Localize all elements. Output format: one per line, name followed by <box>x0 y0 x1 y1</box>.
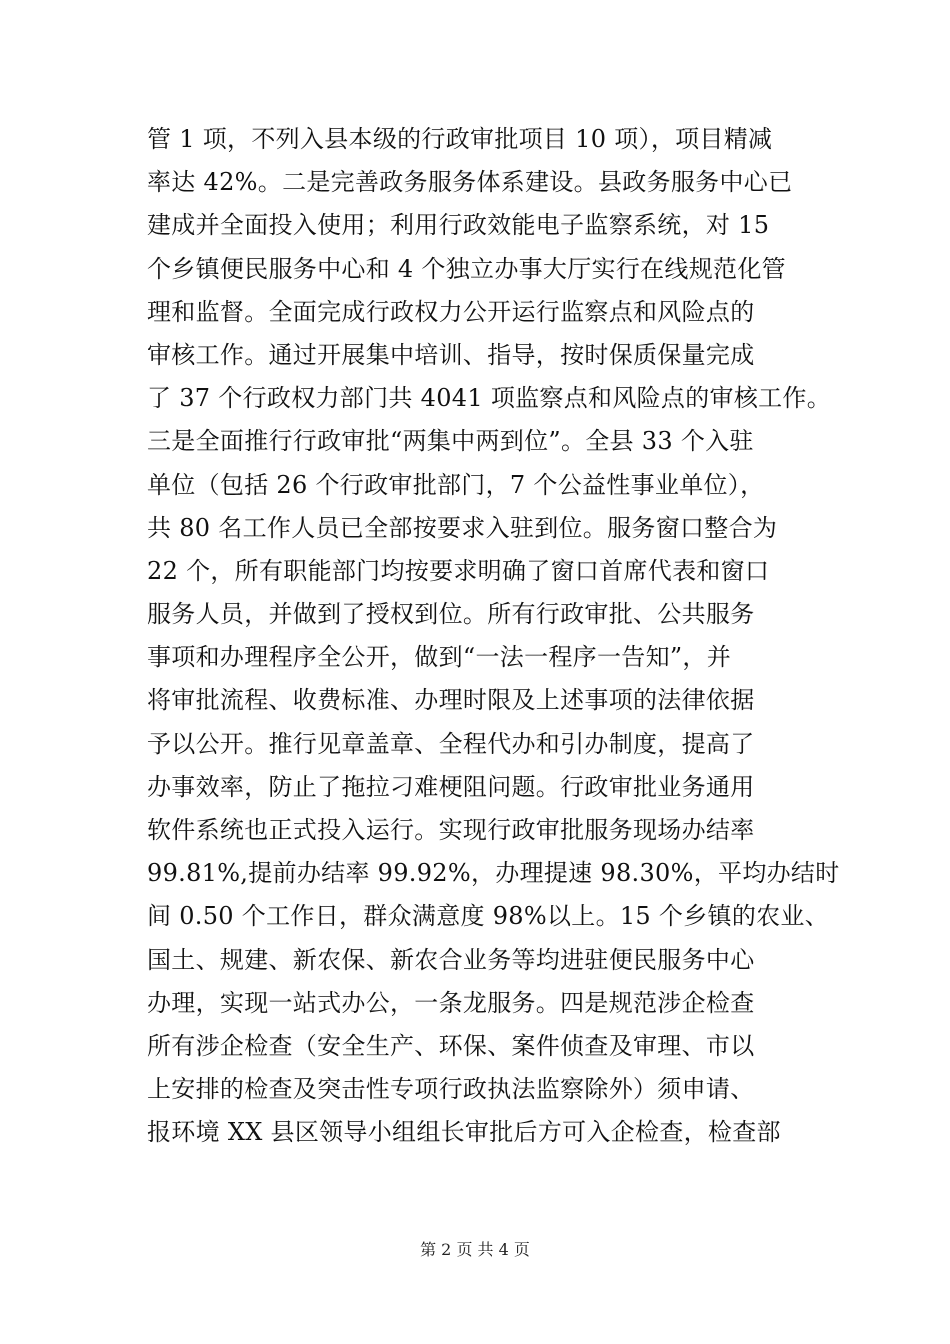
page-footer <box>0 1238 950 1262</box>
text-line: 了 37 个行政权力部门共 4041 项监察点和风险点的审核工作。 <box>147 384 832 413</box>
text-line: 理和监督。全面完成行政权力公开运行监察点和风险点的 <box>147 297 755 326</box>
text-line: 审核工作。通过开展集中培训、指导，按时保质保量完成 <box>147 340 755 369</box>
text-line: 共 80 名工作人员已全部按要求入驻到位。服务窗口整合为 <box>147 513 778 542</box>
text-line: 个乡镇便民服务中心和 4 个独立办事大厅实行在线规范化管 <box>147 254 786 283</box>
text-line: 国土、规建、新农保、新农合业务等均进驻便民服务中心 <box>147 945 755 974</box>
text-line: 率达 42%。二是完善政务服务体系建设。县政务服务中心已 <box>147 168 793 197</box>
text-line: 99.81%,提前办结率 99.92%，办理提速 98.30%，平均办结时 <box>147 859 840 888</box>
text-line: 所有涉企检查（安全生产、环保、案件侦查及审理、市以 <box>147 1031 755 1060</box>
text-line: 间 0.50 个工作日，群众满意度 98%以上。15 个乡镇的农业、 <box>147 902 830 931</box>
text-line: 管 1 项，不列入县本级的行政审批项目 10 项），项目精减 <box>147 125 773 153</box>
text-line: 事项和办理程序全公开，做到“一法一程序一告知”，并 <box>147 643 732 672</box>
text-line: 办事效率，防止了拖拉刁难梗阻问题。行政审批业务通用 <box>147 772 755 801</box>
body-text <box>147 118 840 1155</box>
text-line: 服务人员，并做到了授权到位。所有行政审批、公共服务 <box>147 600 755 629</box>
text-line: 单位（包括 26 个行政审批部门，7 个公益性事业单位）， <box>147 470 765 499</box>
text-line: 上安排的检查及突击性专项行政执法监察除外）须申请、 <box>147 1075 755 1104</box>
text-line: 软件系统也正式投入运行。实现行政审批服务现场办结率 <box>147 816 755 844</box>
text-line: 办理，实现一站式办公，一条龙服务。四是规范涉企检查 <box>147 988 755 1017</box>
text-line: 报环境 XX 县区领导小组组长审批后方可入企检查，检查部 <box>147 1118 781 1147</box>
text-line: 建成并全面投入使用；利用行政效能电子监察系统，对 15 <box>147 211 770 240</box>
text-line: 将审批流程、收费标准、办理时限及上述事项的法律依据 <box>147 686 755 715</box>
text-line: 三是全面推行行政审批“两集中两到位”。全县 33 个入驻 <box>147 427 754 456</box>
text-line: 予以公开。推行见章盖章、全程代办和引办制度，提高了 <box>147 729 755 758</box>
page-number: 第 2 页 共 4 页 <box>420 1240 530 1259</box>
text-line: 22 个，所有职能部门均按要求明确了窗口首席代表和窗口 <box>147 556 770 585</box>
